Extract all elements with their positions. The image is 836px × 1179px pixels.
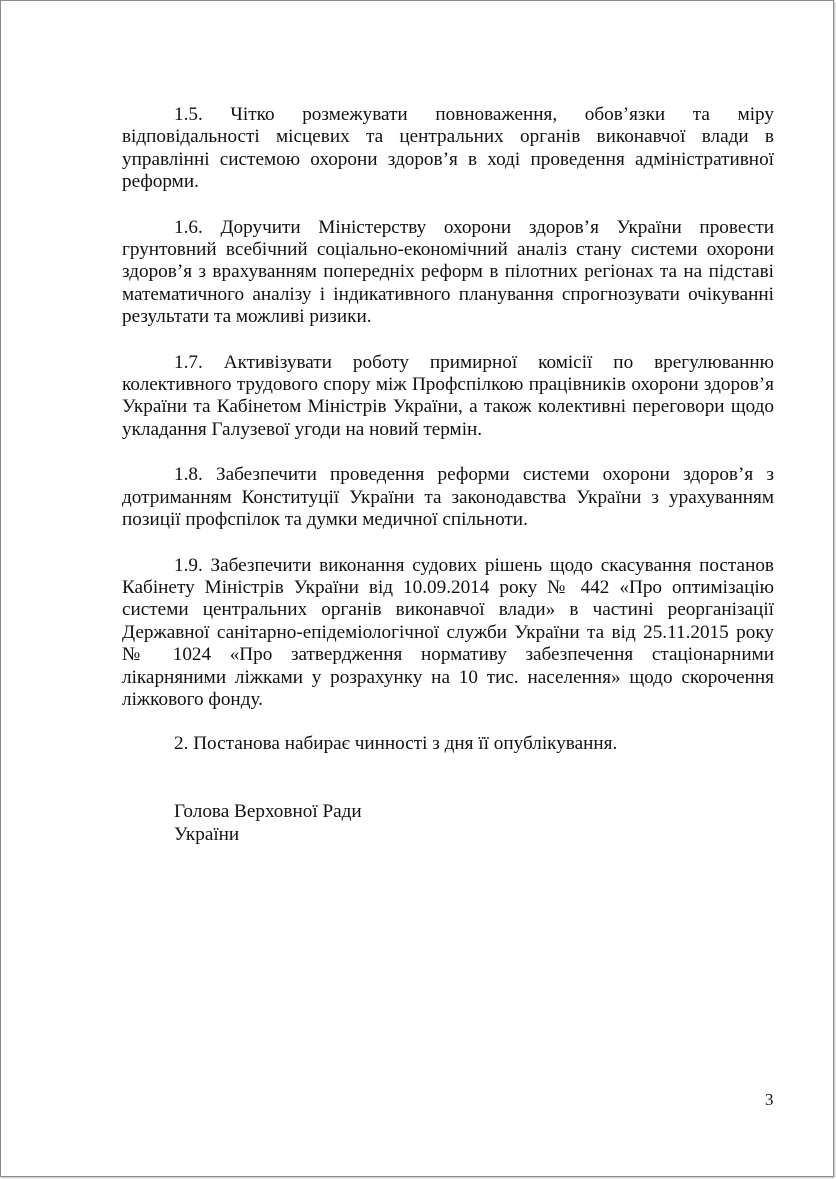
signature-title-line-2: України	[174, 824, 240, 845]
page-number: 3	[765, 1090, 774, 1109]
signature-block	[174, 800, 362, 846]
paragraph-1-8: 1.8. Забезпечити проведення реформи системи охорони здоров’я з дотриманням Конституції України та законодавства України з урахуванням позиції профспілок та думки медичної спільноти.	[122, 464, 774, 531]
paragraph-1-6: 1.6. Доручити Міністерству охорони здоров’я України провести грунтовний всебічний соціально-економічний аналіз стану системи охорони здоров’я з врахуванням попередніх реформ в пілотних регіонах та на підставі математичного аналізу і індикативного планування спрогнозувати очікуванні результати та можливі ризики.	[122, 216, 774, 328]
paragraph-1-9: 1.9. Забезпечити виконання судових рішень щодо скасування постанов Кабінету Міністрів України від 10.09.2014 року № 442 «Про оптимізацію системи центральних органів виконавчої влади» в частині реорганізації Державної санітарно-епідеміологічної служби України та від 25.11.2015 року № 1024 «Про затвердження нормативу забезпечення стаціонарними лікарняними ліжками у розрахунку на 10 тис. населення» щодо скорочення ліжкового фонду.	[122, 554, 774, 710]
paragraph-2: 2. Постанова набирає чинності з дня її опублікування.	[174, 733, 618, 755]
paragraph-1-5: 1.5. Чітко розмежувати повноваження, обов’язки та міру відповідальності місцевих та центральних органів виконавчої влади в управлінні системою охорони здоров’я в ході проведення адміністративної реформи.	[122, 104, 774, 193]
document-body	[122, 104, 774, 779]
signature-title-line-1: Голова Верховної Ради	[174, 801, 362, 822]
paragraph-1-7: 1.7. Активізувати роботу примирної комісії по врегулюванню колективного трудового спору між Профспілкою працівників охорони здоров’я України та Кабінетом Міністрів України, а також колективні переговори щодо укладання Галузевої угоди на новий термін.	[122, 351, 774, 440]
